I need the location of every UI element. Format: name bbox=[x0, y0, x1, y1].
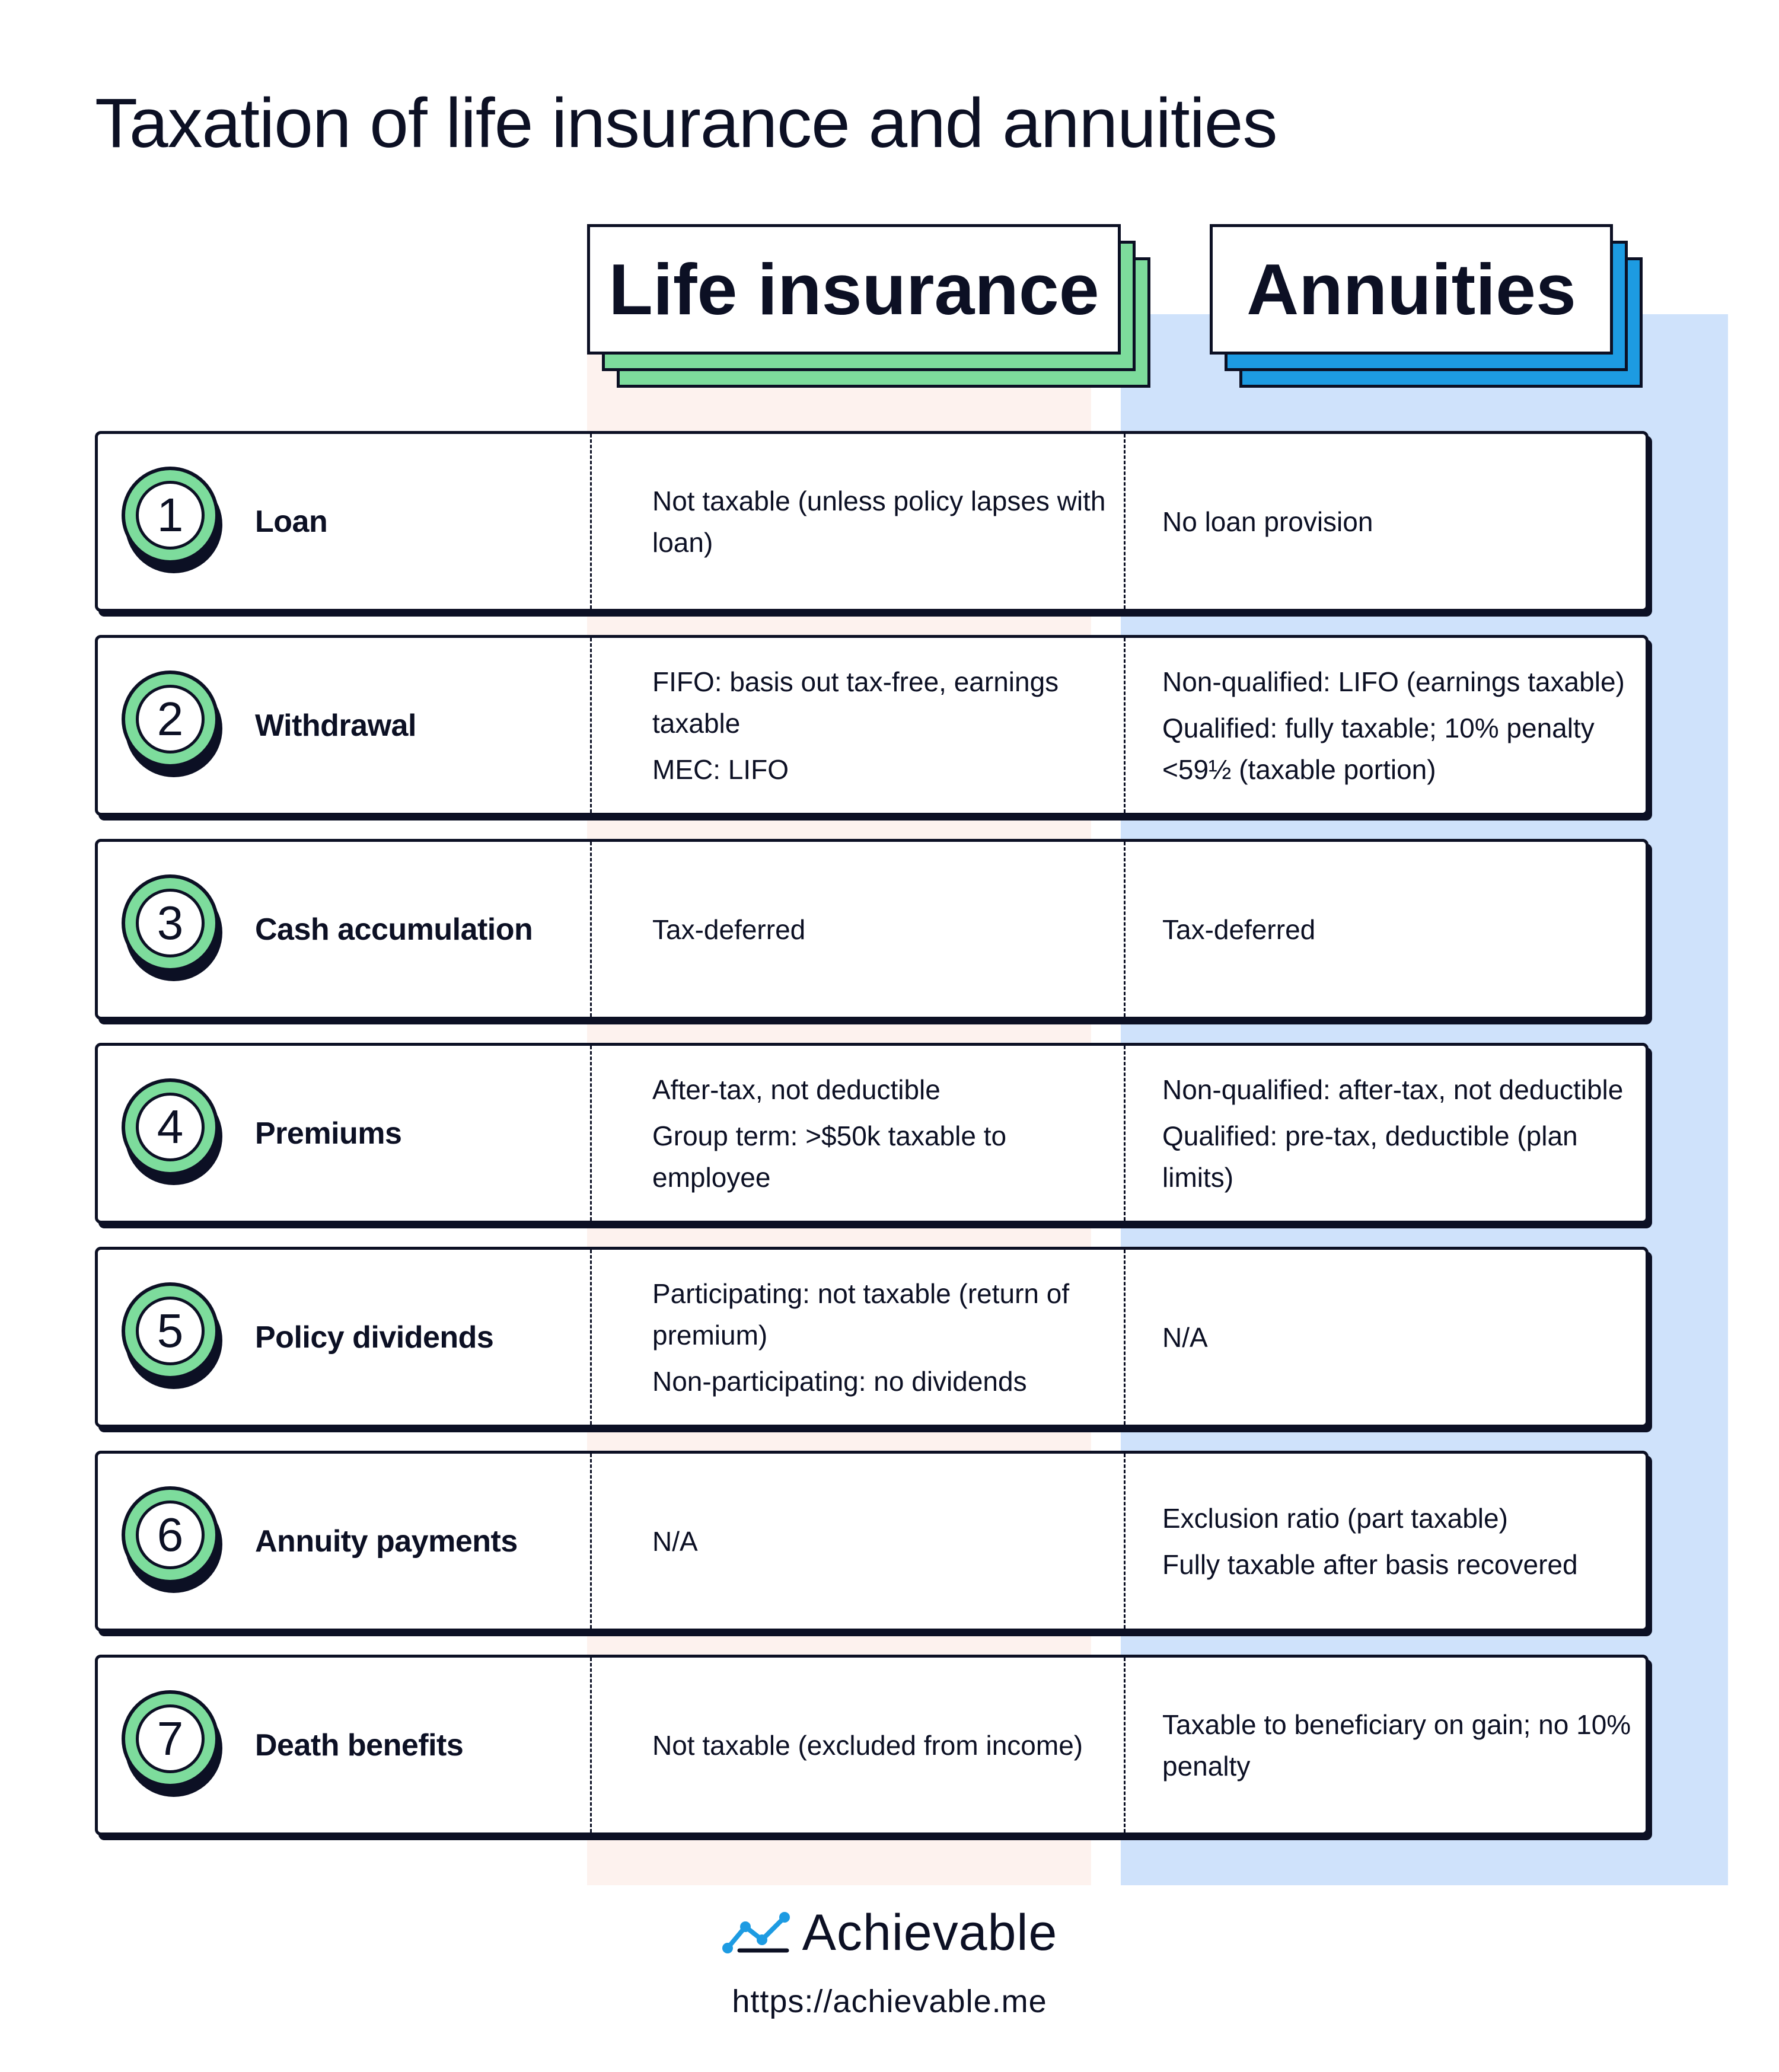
cell-line: Qualified: pre-tax, deductible (plan limits) bbox=[1162, 1120, 1578, 1193]
table-row bbox=[95, 431, 1649, 612]
cell-line: After-tax, not deductible bbox=[652, 1074, 940, 1105]
column-divider bbox=[590, 842, 592, 1017]
life-insurance-cell bbox=[652, 1658, 1115, 1832]
row-number-badge bbox=[122, 1690, 222, 1791]
annuities-cell bbox=[1162, 1658, 1643, 1832]
row-number: 7 bbox=[136, 1704, 205, 1773]
cell-line: Group term: >$50k taxable to employee bbox=[652, 1120, 1007, 1193]
column-divider bbox=[1124, 842, 1126, 1017]
footer-logo bbox=[0, 1900, 1779, 1965]
cell-line: Taxable to beneficiary on gain; no 10% penalty bbox=[1162, 1709, 1631, 1782]
cell-line: MEC: LIFO bbox=[652, 754, 789, 785]
column-divider bbox=[590, 434, 592, 609]
life-insurance-cell bbox=[652, 638, 1115, 813]
cell-line: Tax-deferred bbox=[652, 914, 806, 945]
row-number: 6 bbox=[136, 1500, 205, 1569]
life-insurance-cell bbox=[652, 1454, 1115, 1629]
life-insurance-header bbox=[587, 224, 1121, 355]
cell-line: N/A bbox=[652, 1525, 698, 1557]
annuities-header-label: Annuities bbox=[1210, 224, 1613, 355]
row-number-badge bbox=[122, 1078, 222, 1179]
annuities-cell bbox=[1162, 1046, 1643, 1221]
annuities-cell bbox=[1162, 638, 1643, 813]
cell-line: Participating: not taxable (return of premium) bbox=[652, 1278, 1070, 1351]
table-row bbox=[95, 1247, 1649, 1428]
row-number: 3 bbox=[136, 889, 205, 957]
table-row bbox=[95, 1043, 1649, 1224]
chart-line-icon bbox=[722, 1909, 792, 1956]
column-divider bbox=[1124, 434, 1126, 609]
column-divider bbox=[590, 1658, 592, 1832]
annuities-header bbox=[1210, 224, 1613, 355]
row-label: Policy dividends bbox=[255, 1320, 494, 1355]
column-divider bbox=[1124, 1658, 1126, 1832]
row-label: Annuity payments bbox=[255, 1524, 518, 1559]
row-label: Premiums bbox=[255, 1116, 402, 1151]
cell-line: Tax-deferred bbox=[1162, 914, 1316, 945]
cell-line: Qualified: fully taxable; 10% penalty <59½ (taxable portion) bbox=[1162, 712, 1595, 785]
row-label: Loan bbox=[255, 504, 328, 539]
row-number-badge bbox=[122, 1486, 222, 1587]
row-number-badge bbox=[122, 467, 222, 567]
row-number: 5 bbox=[136, 1297, 205, 1365]
row-number: 4 bbox=[136, 1093, 205, 1161]
column-divider bbox=[590, 1250, 592, 1425]
column-divider bbox=[590, 1454, 592, 1629]
cell-line: Exclusion ratio (part taxable) bbox=[1162, 1502, 1508, 1534]
column-divider bbox=[1124, 1046, 1126, 1221]
life-insurance-cell bbox=[652, 1250, 1115, 1425]
table-row bbox=[95, 839, 1649, 1020]
life-insurance-header-label: Life insurance bbox=[587, 224, 1121, 355]
cell-line: Fully taxable after basis recovered bbox=[1162, 1549, 1578, 1580]
column-divider bbox=[1124, 1250, 1126, 1425]
row-number-badge bbox=[122, 874, 222, 975]
cell-line: N/A bbox=[1162, 1321, 1208, 1353]
life-insurance-cell bbox=[652, 1046, 1115, 1221]
row-label: Death benefits bbox=[255, 1728, 464, 1763]
cell-line: Not taxable (unless policy lapses with loan) bbox=[652, 485, 1106, 558]
table-row bbox=[95, 1451, 1649, 1632]
life-insurance-cell bbox=[652, 842, 1115, 1017]
table-row bbox=[95, 635, 1649, 816]
row-number: 1 bbox=[136, 481, 205, 550]
row-number-badge bbox=[122, 671, 222, 771]
column-divider bbox=[590, 638, 592, 813]
cell-line: Not taxable (excluded from income) bbox=[652, 1729, 1083, 1761]
column-divider bbox=[1124, 638, 1126, 813]
annuities-cell bbox=[1162, 842, 1643, 1017]
row-number: 2 bbox=[136, 685, 205, 754]
cell-line: Non-qualified: after-tax, not deductible bbox=[1162, 1074, 1624, 1105]
cell-line: FIFO: basis out tax-free, earnings taxable bbox=[652, 666, 1059, 739]
row-label: Cash accumulation bbox=[255, 912, 533, 947]
cell-line: No loan provision bbox=[1162, 506, 1373, 537]
annuities-cell bbox=[1162, 1250, 1643, 1425]
cell-line: Non-qualified: LIFO (earnings taxable) bbox=[1162, 666, 1625, 697]
column-divider bbox=[590, 1046, 592, 1221]
life-insurance-cell bbox=[652, 434, 1115, 609]
footer-url[interactable]: https://achievable.me bbox=[732, 1984, 1047, 2019]
annuities-cell bbox=[1162, 434, 1643, 609]
cell-line: Non-participating: no dividends bbox=[652, 1365, 1027, 1397]
annuities-cell bbox=[1162, 1454, 1643, 1629]
table-row bbox=[95, 1655, 1649, 1835]
row-label: Withdrawal bbox=[255, 708, 416, 743]
row-number-badge bbox=[122, 1282, 222, 1383]
column-divider bbox=[1124, 1454, 1126, 1629]
page-title: Taxation of life insurance and annuities bbox=[95, 84, 1277, 162]
brand-name: Achievable bbox=[802, 1904, 1058, 1961]
